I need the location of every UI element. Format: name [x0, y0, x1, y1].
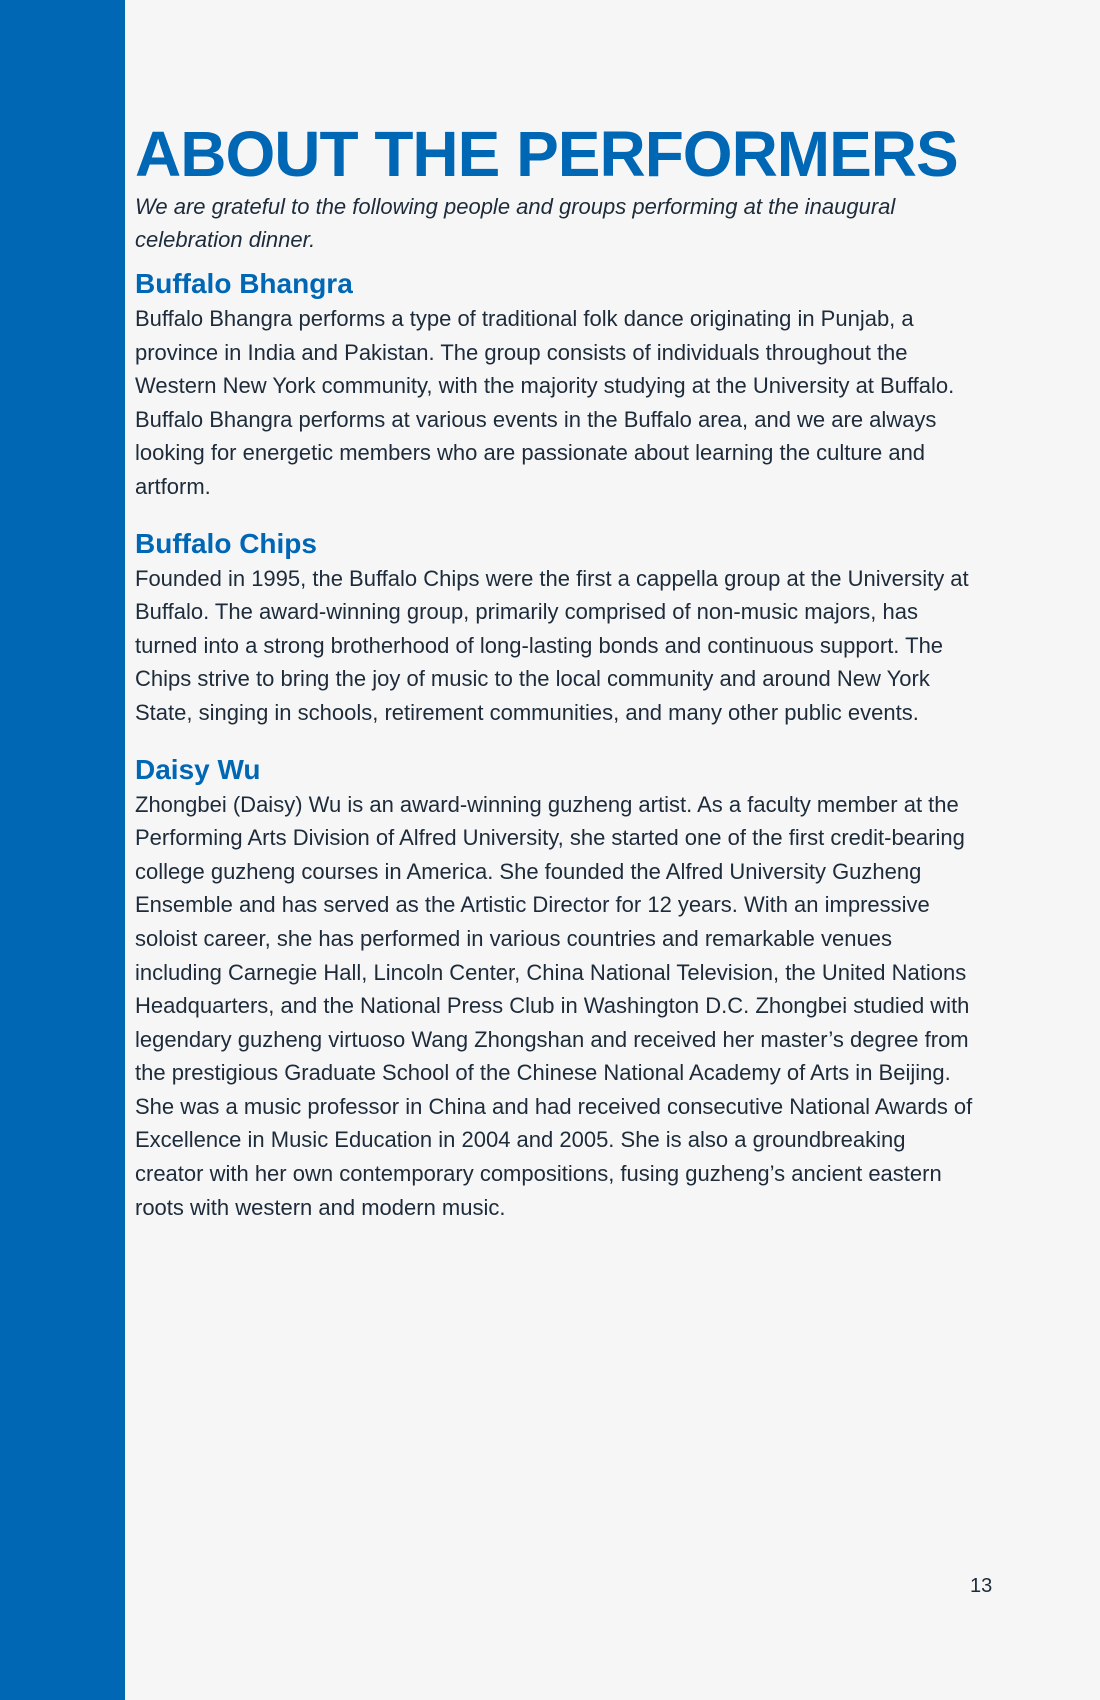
section-heading: Daisy Wu [135, 753, 261, 785]
edge-mark [1096, 1462, 1100, 1502]
section-heading: Buffalo Bhangra [135, 268, 353, 299]
page-number: 13 [970, 1575, 993, 1597]
performer-section-buffalo-chips [135, 526, 975, 730]
section-heading: Buffalo Chips [135, 527, 317, 559]
main-content [135, 118, 975, 1246]
intro-text: We are grateful to the following people and groups performing at the inaugural celebration dinner. [135, 194, 896, 252]
section-body: Zhongbei (Daisy) Wu is an award-winning guzheng artist. As a faculty member at the Performing Arts Division of Alfred University, she started one of the first credit-bearing college guzheng courses in America. She founded the Alfred University Guzheng Ensemble and has served as the Artistic Director for 12 years. With an impressive soloist career, she has performed in various countries and remarkable venues including Carnegie Hall, Lincoln Center, China National Television, the United Nations Headquarters, and the National Press Club in Washington D.C. Zhongbei studied with legendary guzheng virtuoso Wang Zhongshan and received her master’s degree from the prestigious Graduate School of the Chinese National Academy of Arts in Beijing. She was a music professor in China and had received consecutive National Awards of Excellence in Music Education in 2004 and 2005. She is also a groundbreaking creator with her own contemporary compositions, fusing guzheng’s ancient eastern roots with western and modern music. [135, 791, 973, 1220]
section-body: Founded in 1995, the Buffalo Chips were the first a cappella group at the University at Buffalo. The award-winning group, primarily comprised of non-music majors, has turned into a strong brotherhood of long-lasting bonds and continuous support. The Chips strive to bring the joy of music to the local community and around New York State, singing in schools, retirement communities, and many other public events. [135, 565, 969, 725]
section-body: Buffalo Bhangra performs a type of traditional folk dance originating in Punjab, a province in India and Pakistan. The group consists of individuals throughout the Western New York community, with the majority studying at the University at Buffalo. Buffalo Bhangra performs at various events in the Buffalo area, and we are always looking for energetic members who are passionate about learning the culture and artform. [135, 306, 955, 499]
side-color-bar [0, 0, 125, 1700]
page-title: ABOUT THE PERFORMERS [135, 118, 958, 190]
performer-section-daisy-wu [135, 752, 975, 1225]
performer-section-buffalo-bhangra [135, 266, 975, 504]
